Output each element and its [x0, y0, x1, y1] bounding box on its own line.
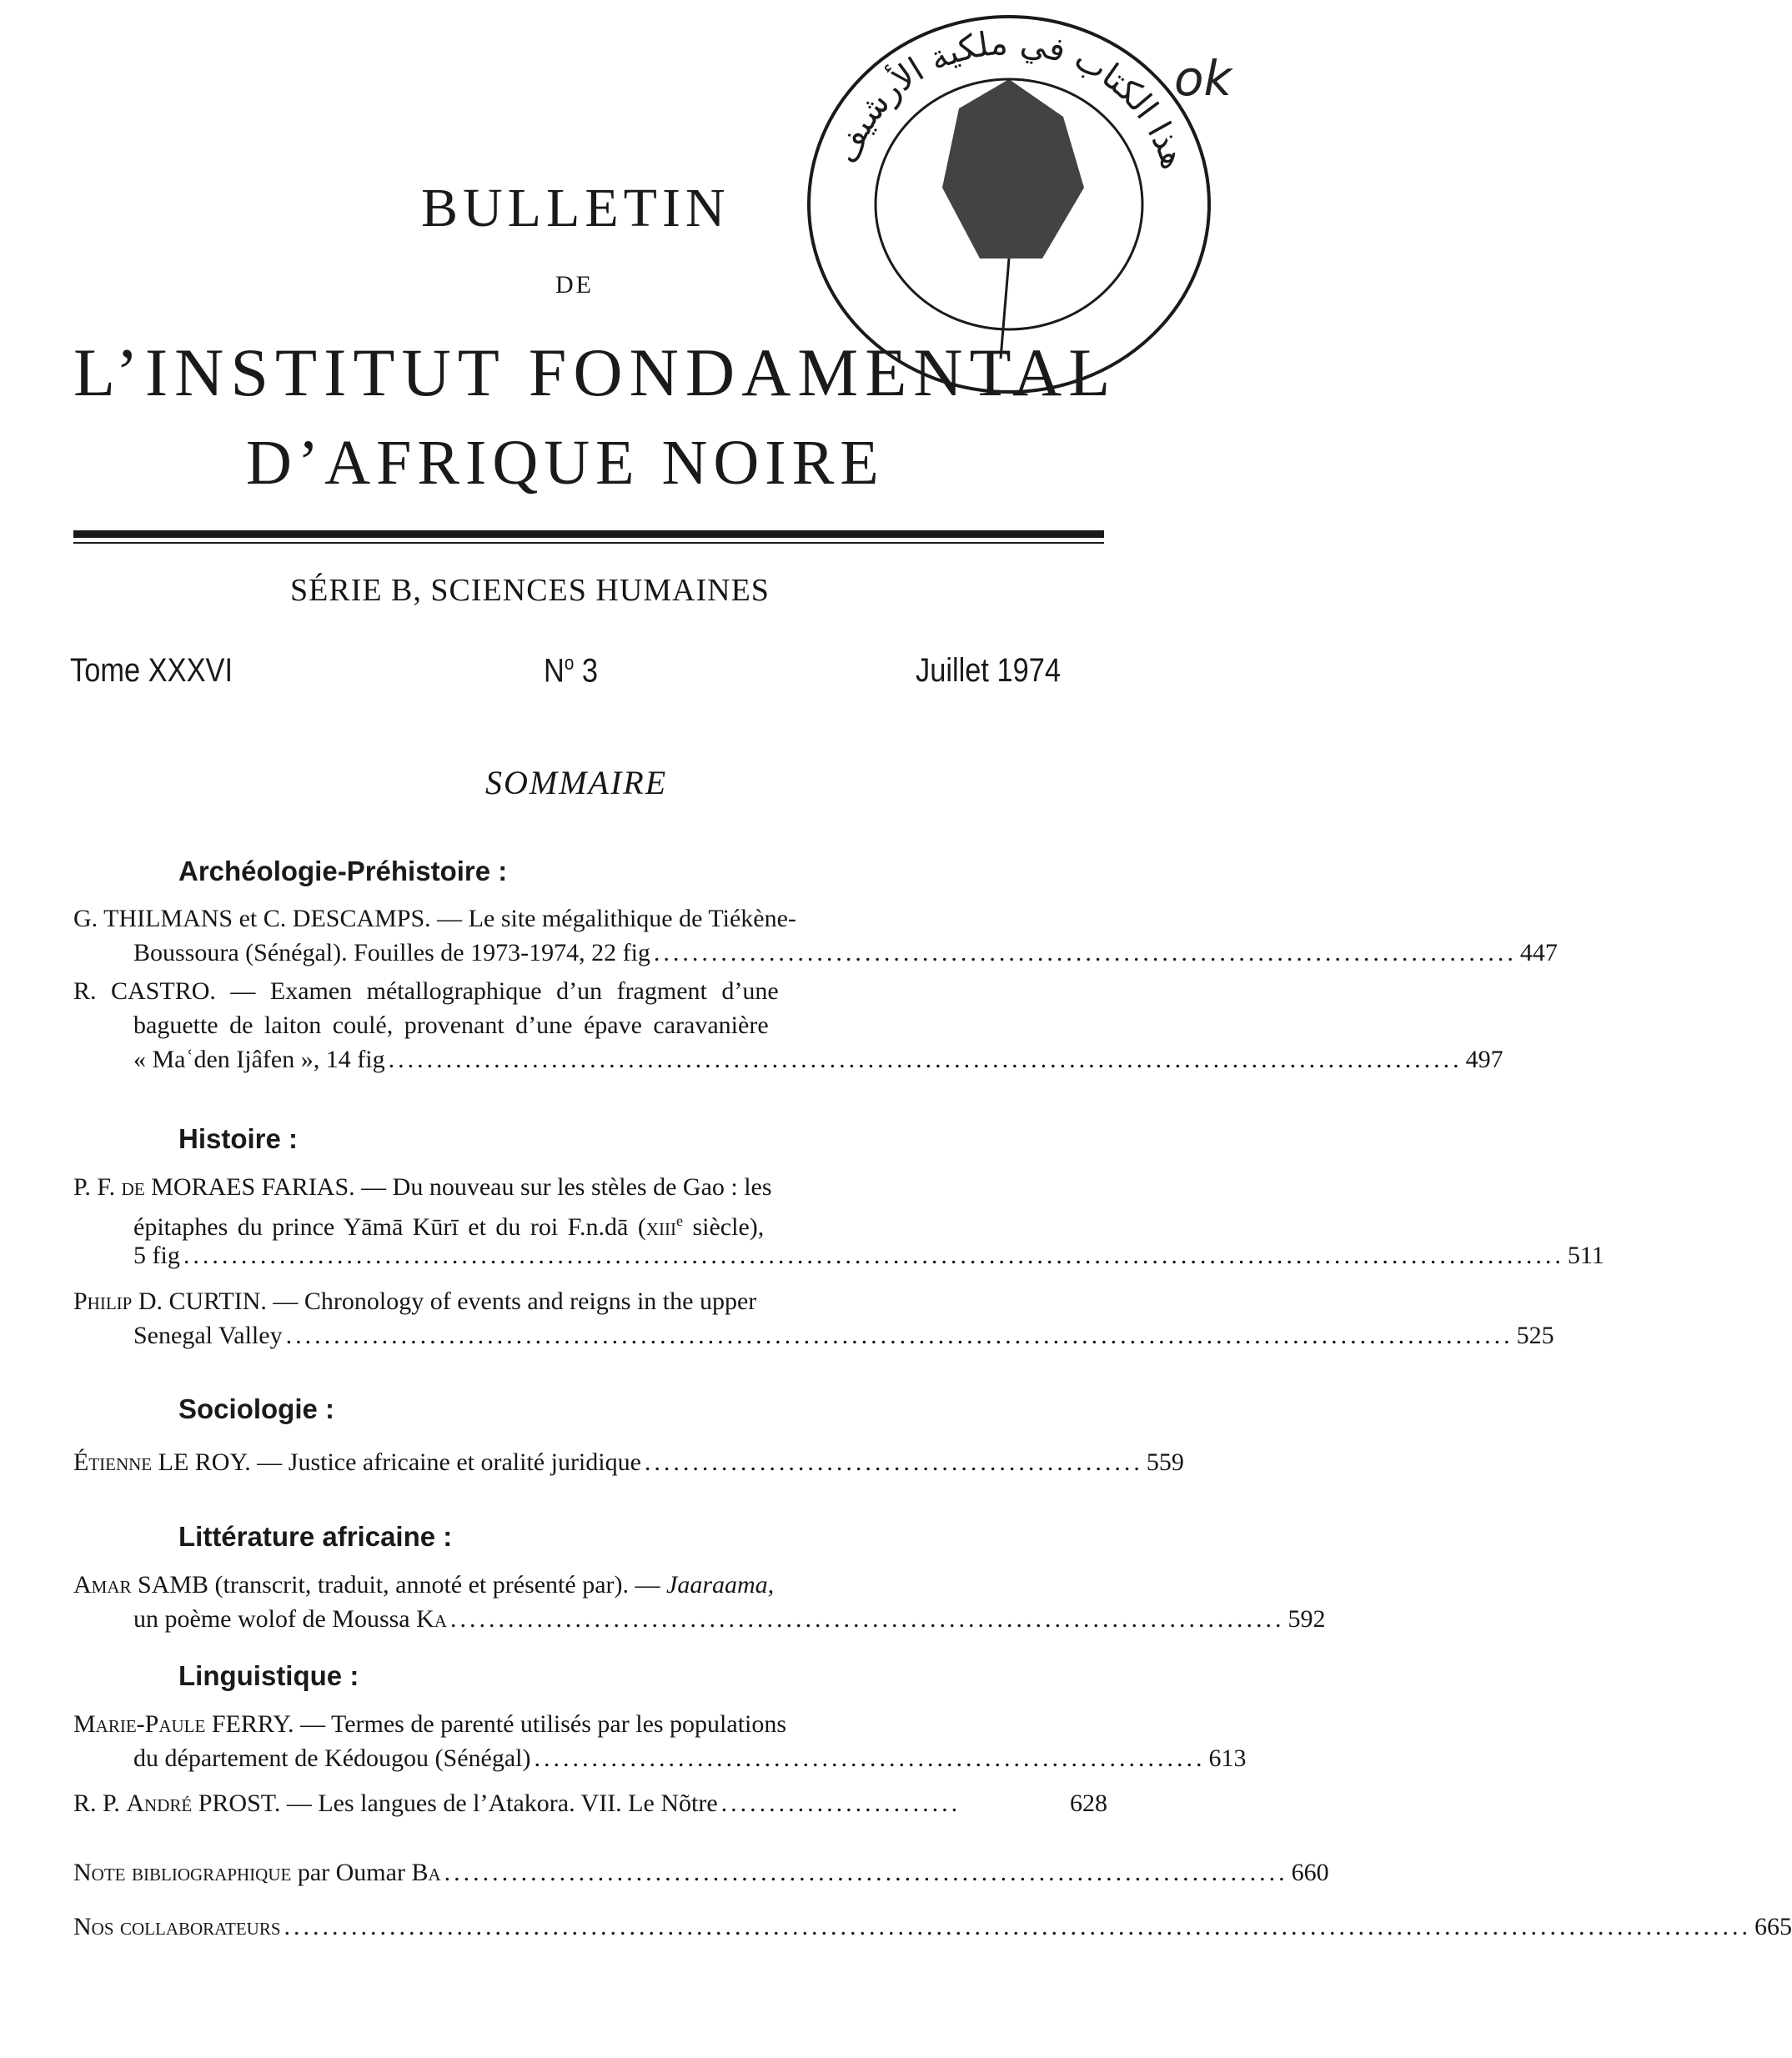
entry-line: baguette de laiton coulé, provenant d’une épave caravanière [133, 1011, 769, 1039]
toc-entry-prost [73, 1786, 1107, 1820]
entry-line: Philip D. CURTIN. — Chronology of events and reigns in the upper [73, 1288, 757, 1315]
page-number: 628 [1070, 1789, 1107, 1817]
title-bulletin: BULLETIN [421, 178, 730, 238]
entry-line: du département de Kédougou (Sénégal) ...................................................................... 613 [73, 1741, 1107, 1775]
title-afrique-noire: D’AFRIQUE NOIRE [246, 428, 885, 498]
toc-entry-thilmans [73, 901, 1558, 970]
entry-line: Étienne LE ROY. — Justice africaine et oralité juridique .................................................... 559 [73, 1445, 1107, 1479]
toc-entry-leroy [73, 1445, 1184, 1479]
page-number: 447 [1519, 939, 1558, 966]
issue-date: Juillet 1974 [916, 652, 1062, 689]
toc-entry-collaborateurs [73, 1910, 1792, 1944]
section-archeologie: Archéologie-Préhistoire : [178, 856, 508, 886]
section-histoire: Histoire : [178, 1123, 299, 1154]
toc-entry-castro [73, 974, 1503, 1077]
section-litterature: Littérature africaine : [178, 1521, 453, 1552]
stamp-text: هذا الكتاب في ملكية الأرشيف [826, 23, 1193, 174]
title-institut: L’INSTITUT FONDAMENTAL [73, 334, 1117, 410]
entry-line: un poème wolof de Moussa Ka ....................................................................................... 592 [73, 1602, 1107, 1636]
title-de: DE [555, 271, 594, 299]
entry-line: R. P. André PROST. — Les langues de l’Atakora. VII. Le Nõtre ......................... 628 [73, 1786, 1107, 1820]
entry-line: Senegal Valley ................................................................................................................................ 525 [73, 1318, 1107, 1353]
toc-entry-ferry [73, 1707, 1247, 1775]
toc-entry-samb [73, 1568, 1326, 1636]
section-linguistique: Linguistique : [178, 1660, 359, 1691]
toc-entry-curtin [73, 1284, 1554, 1353]
entry-line: R. CASTRO. — Examen métallographique d’un fragment d’une [73, 977, 779, 1005]
serie-label: SÉRIE B, SCIENCES HUMAINES [290, 573, 770, 608]
page-number: 559 [1146, 1448, 1184, 1476]
tome-label: Tome XXXVI [70, 652, 233, 689]
header-rule-thin [73, 542, 1104, 544]
entry-line: P. F. de MORAES FARIAS. — Du nouveau sur les stèles de Gao : les [73, 1173, 772, 1201]
page-number: 592 [1288, 1605, 1326, 1633]
entry-line: G. THILMANS et C. DESCAMPS. — Le site mégalithique de Tiékène- [73, 905, 796, 932]
entry-line: 5 fig ................................................................................................................................................ 511 [73, 1238, 1107, 1272]
page-number: 525 [1516, 1322, 1554, 1349]
page-number: 497 [1465, 1046, 1503, 1073]
issue-number: $N^o$ 3 [544, 652, 599, 690]
entry-line: Note bibliographique par Oumar Ba ........................................................................................ 660 [73, 1855, 1107, 1890]
page-number: 660 [1291, 1859, 1329, 1886]
page-number: 613 [1208, 1744, 1247, 1772]
section-sociologie: Sociologie : [178, 1393, 335, 1424]
handwritten-ok: ok [1174, 50, 1232, 107]
toc-entry-farias [73, 1170, 1604, 1272]
entry-line: Nos collaborateurs ......................................................................................................................................................... 665 [73, 1910, 1107, 1944]
entry-line: Marie-Paule FERRY. — Termes de parenté utilisés par les populations [73, 1710, 787, 1738]
entry-line: épitaphes du prince Yāmā Kūrī et du roi F.n.dā (xiii$^e$ siècle), [133, 1212, 765, 1241]
sommaire-heading: SOMMAIRE [485, 764, 668, 801]
header-rule-thick [73, 530, 1104, 538]
entry-line: Amar SAMB (transcrit, traduit, annoté et présenté par). — Jaaraama, [73, 1571, 775, 1599]
entry-line: « Maʿden Ijâfen », 14 fig ................................................................................................................ 497 [73, 1042, 1107, 1077]
toc-entry-note [73, 1855, 1329, 1890]
entry-line: Boussoura (Sénégal). Fouilles de 1973-1974, 22 fig .......................................................................................... 447 [73, 936, 1107, 970]
page-number: 665 [1754, 1913, 1792, 1940]
page-number: 511 [1567, 1242, 1604, 1269]
